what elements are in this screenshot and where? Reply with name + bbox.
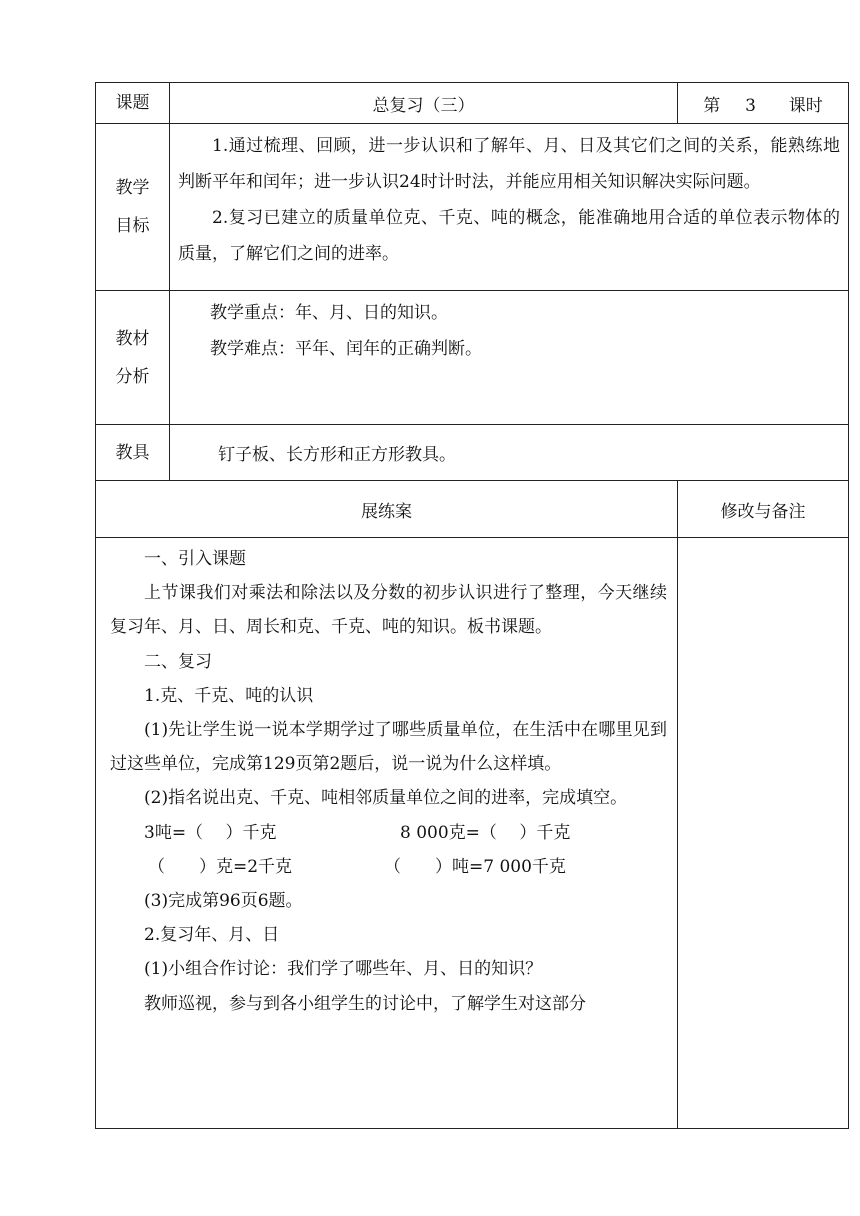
notes-content-cell — [678, 538, 849, 1129]
objectives-label-line1: 教学 — [115, 178, 150, 198]
main-column-header: 展练案 — [96, 481, 678, 538]
columns-header-row — [96, 481, 849, 538]
objectives-cell — [170, 124, 849, 291]
lesson-plan-table — [95, 82, 849, 1129]
objective-item-1: 1.通过梳理、回顾，进一步认识和了解年、月、日及其它们之间的关系，能熟练地判断平年和闰年；进一步认识24时计时法，并能应用相关知识解决实际问题。 — [178, 136, 840, 192]
mass-step-3: (3)完成第96页6题。 — [144, 891, 303, 912]
analysis-cell — [170, 291, 849, 425]
lesson-number-cell — [678, 83, 849, 124]
mass-step-2: (2)指名说出克、千克、吨相邻质量单位之间的进率，完成填空。 — [144, 788, 628, 809]
objective-item-2: 2.复习已建立的质量单位克、千克、吨的概念，能准确地用合适的单位表示物体的质量，了解它们之间的进率。 — [178, 208, 840, 264]
objectives-label — [96, 124, 170, 291]
difficulty: 教学难点：平年、闰年的正确判断。 — [210, 339, 482, 359]
exercise-row-2 — [110, 850, 667, 884]
exercise-1b: 8 000克=（ ）千克 — [400, 822, 571, 843]
tools-row — [96, 425, 849, 481]
exercise-row-1 — [110, 816, 667, 850]
lesson-prefix: 第 — [703, 95, 721, 116]
lesson-suffix: 课时 — [788, 95, 823, 116]
section-intro-heading: 一、引入课题 — [144, 549, 246, 569]
intro-paragraph: 上节课我们对乘法和除法以及分数的初步认识进行了整理，今天继续复习年、月、日、周长和克、千克、吨的知识。板书课题。 — [110, 583, 667, 638]
tools-text: 钉子板、长方形和正方形教具。 — [170, 425, 849, 481]
analysis-label — [96, 291, 170, 425]
analysis-label-line1: 教材 — [115, 328, 150, 349]
key-point: 教学重点：年、月、日的知识。 — [210, 303, 448, 323]
subsection-mass-heading: 1.克、千克、吨的认识 — [144, 685, 314, 706]
topic-label: 课题 — [96, 83, 170, 124]
topic-row — [96, 83, 849, 124]
calendar-step-1: (1)小组合作讨论：我们学了哪些年、月、日的知识？ — [144, 959, 543, 980]
exercise-2a: （ ）克=2千克 — [148, 856, 293, 877]
topic-title: 总复习（三） — [170, 83, 678, 124]
notes-column-header: 修改与备注 — [678, 481, 849, 538]
main-content-cell — [96, 538, 678, 1129]
mass-step-1: (1)先让学生说一说本学期学过了哪些质量单位，在生活中在哪里见到过这些单位，完成第129页第2题后，说一说为什么这样填。 — [110, 720, 667, 775]
exercise-2b: （ ）吨=7 000千克 — [384, 856, 566, 877]
objectives-label-line2: 目标 — [115, 216, 150, 236]
objectives-row — [96, 124, 849, 291]
tools-label: 教具 — [96, 425, 170, 481]
content-row — [96, 538, 849, 1129]
calendar-step-1-note: 教师巡视，参与到各小组学生的讨论中，了解学生对这部分 — [144, 993, 586, 1014]
lesson-number: 3 — [745, 95, 756, 116]
exercise-1a: 3吨=（ ）千克 — [144, 822, 277, 843]
section-review-heading: 二、复习 — [144, 651, 212, 672]
analysis-row — [96, 291, 849, 425]
analysis-label-line2: 分析 — [115, 366, 150, 387]
subsection-calendar-heading: 2.复习年、月、日 — [144, 925, 280, 946]
